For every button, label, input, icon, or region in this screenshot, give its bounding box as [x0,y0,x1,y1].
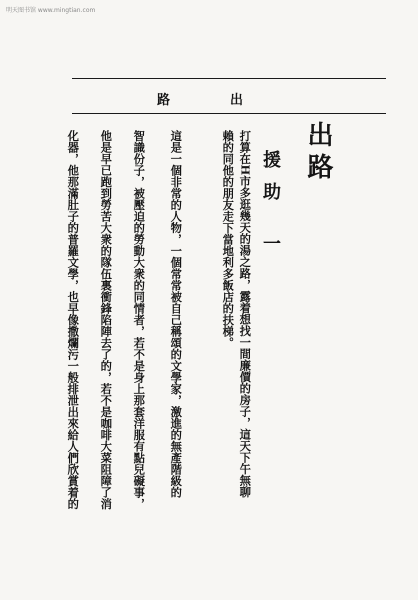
body-line: 打算在H市多逛幾天的湯之路，露着想找一間廉價的房子，這天下午無聊 [238,130,253,498]
running-head-right: 出 [230,93,244,108]
running-head-left: 路 [157,93,171,108]
body-line: 他是早已跑到勞苦大衆的隊伍裏衝鋒陷陣去了的，若不是咖啡大菜阻障了消 [99,130,114,510]
header-rule-top [72,78,386,79]
chapter-title: 出路 [303,121,333,185]
body-line: 化器，他那滿肚子的普羅文學，也早像撒爛污一般排泄出來給人們欣賞着的 [66,130,81,510]
section-title: 援助 一 [260,150,281,267]
body-line: 賴的同他的朋友走下當地利多飯店的扶梯。 [221,130,236,349]
body-line: 這是一個非常的人物，一個常常被自己稱頌的文學家，激進的無產階級的 [169,130,184,498]
header-rule-bottom [72,113,386,114]
watermark: 明天图书馆 www.mingtian.com [6,7,96,14]
body-line: 智識份子，被壓迫的勞動大衆的同情者，若不是身上那套洋服有點兒礙事， [132,130,147,510]
